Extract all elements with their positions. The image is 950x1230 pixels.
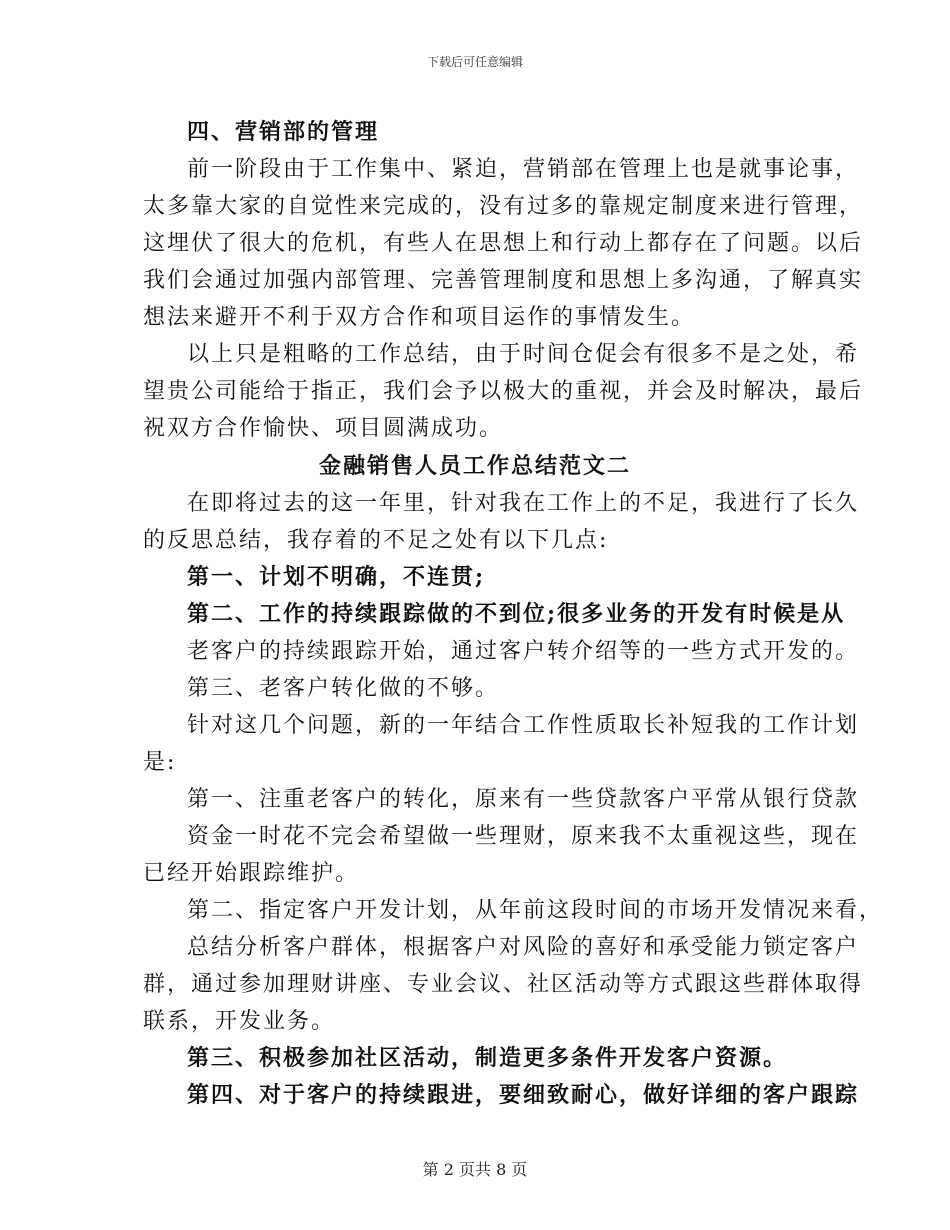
document-title: 金融销售人员工作总结范文二 [318, 453, 631, 479]
page-footer: 第 2 页共 8 页 [422, 1160, 528, 1179]
paragraph-line: 前一阶段由于工作集中、紧迫，营销部在管理上也是就事论事， [187, 157, 860, 182]
paragraph-line: 群，通过参加理财讲座、专业会议、社区活动等方式跟这些群体取得 [143, 972, 864, 997]
paragraph-line: 在即将过去的这一年里，针对我在工作上的不足，我进行了长久 [187, 491, 860, 516]
paragraph-line: 的反思总结，我存着的不足之处有以下几点: [143, 528, 609, 553]
paragraph-line: 想法来避开不利于双方合作和项目运作的事情发生。 [143, 305, 696, 330]
point-heading: 第三、积极参加社区活动，制造更多条件开发客户资源。 [187, 1045, 788, 1071]
paragraph-line: 祝双方合作愉快、项目圆满成功。 [143, 416, 504, 441]
paragraph-line: 第二、指定客户开发计划，从年前这段时间的市场开发情况来看， [187, 898, 884, 923]
paragraph-line: 是: [143, 750, 177, 775]
point-heading: 第二、工作的持续跟踪做的不到位;很多业务的开发有时候是从 [187, 601, 846, 627]
paragraph-line: 太多靠大家的自觉性来完成的，没有过多的靠规定制度来进行管理， [143, 194, 864, 219]
paragraph-line: 以上只是粗略的工作总结，由于时间仓促会有很多不是之处，希 [187, 342, 860, 367]
paragraph-line: 望贵公司能给于指正，我们会予以极大的重视，并会及时解决，最后 [143, 379, 864, 404]
paragraph-line: 这埋伏了很大的危机，有些人在思想上和行动上都存在了问题。以后 [143, 231, 864, 256]
paragraph-line: 资金一时花不完会希望做一些理财，原来我不太重视这些，现在 [187, 824, 860, 849]
paragraph-line: 第三、老客户转化做的不够。 [187, 676, 500, 701]
section-heading: 四、营销部的管理 [187, 119, 380, 145]
paragraph-line: 已经开始跟踪维护。 [143, 861, 360, 886]
paragraph-line: 第一、注重老客户的转化，原来有一些贷款客户平常从银行贷款 [187, 787, 860, 812]
paragraph-line: 老客户的持续跟踪开始，通过客户转介绍等的一些方式开发的。 [187, 639, 860, 664]
point-heading: 第一、计划不明确，不连贯; [187, 564, 486, 590]
paragraph-line: 针对这几个问题，新的一年结合工作性质取长补短我的工作计划 [187, 713, 860, 738]
paragraph-line: 联系，开发业务。 [143, 1009, 336, 1034]
paragraph-line: 总结分析客户群体，根据客户对风险的喜好和承受能力锁定客户 [187, 935, 860, 960]
paragraph-line: 我们会通过加强内部管理、完善管理制度和思想上多沟通，了解真实 [143, 268, 864, 293]
page-header: 下载后可任意编辑 [426, 55, 523, 69]
point-heading: 第四、对于客户的持续跟进，要细致耐心，做好详细的客户跟踪 [187, 1082, 860, 1108]
